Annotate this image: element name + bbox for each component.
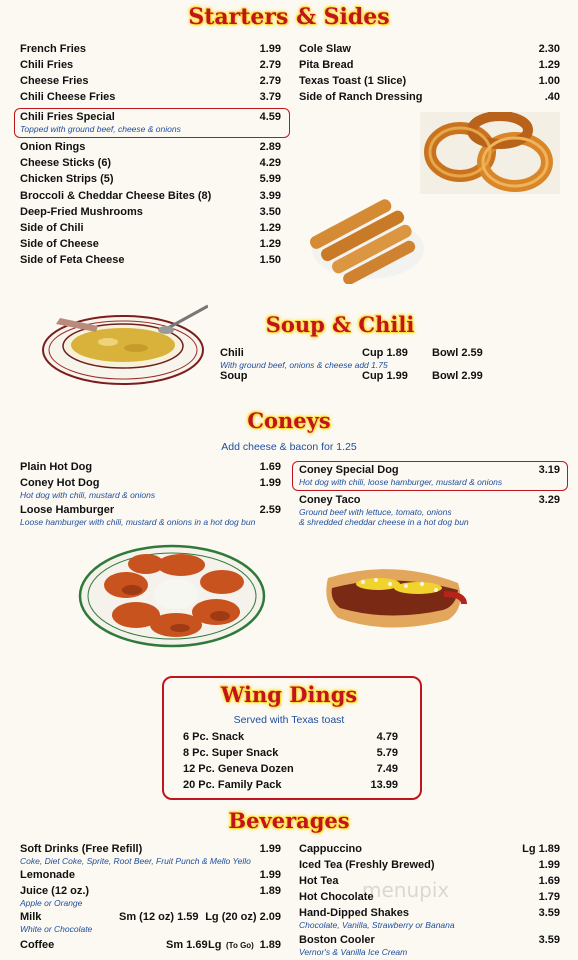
menu-item-price: 2.79 [259, 75, 281, 87]
menu-item-name: Coney Hot Dog [20, 477, 100, 489]
menu-item-description: & shredded cheddar cheese in a hot dog bun [299, 517, 469, 527]
menu-item-price: 2.30 [538, 43, 560, 55]
menu-item-cup-price: Cup 1.99 [362, 370, 408, 382]
menu-item-name: Cheese Sticks (6) [20, 157, 112, 169]
menu-item-price: 1.79 [538, 891, 560, 903]
menu-item-name: Iced Tea (Freshly Brewed) [299, 859, 435, 871]
menu-item-price: 2.89 [259, 141, 281, 153]
menu-item-price: 3.59 [538, 907, 560, 919]
menu-item-price: 1.99 [538, 859, 560, 871]
menu-item-price: 5.79 [376, 747, 398, 759]
menu-item-price: 1.29 [259, 238, 281, 250]
menu-item-name: Boston Cooler [299, 934, 375, 946]
starters-title: Starters & Sides [188, 4, 390, 30]
menu-item-name: 20 Pc. Family Pack [183, 779, 282, 791]
menu-item-name: Onion Rings [20, 141, 86, 153]
menu-item-name: Milk [20, 911, 42, 923]
menu-item-price: 1.29 [259, 222, 281, 234]
menu-item-price: 3.29 [538, 494, 560, 506]
menu-item-name: Texas Toast (1 Slice) [299, 75, 407, 87]
menu-item-name: Plain Hot Dog [20, 461, 93, 473]
menu-item-name: Soft Drinks (Free Refill) [20, 843, 143, 855]
menu-item-price: 1.99 [259, 43, 281, 55]
menu-item-price: 1.50 [259, 254, 281, 266]
menu-item-price: .40 [544, 91, 560, 103]
menu-item-description: Chocolate, Vanilla, Strawberry or Banana [299, 920, 455, 930]
menu-item-name: 6 Pc. Snack [183, 731, 245, 743]
menu-item-large-label: Lg [208, 939, 222, 951]
menu-item-name: Side of Ranch Dressing [299, 91, 423, 103]
menu-item-large-price: Lg (20 oz) 2.09 [205, 911, 281, 923]
menu-item-name: Chili Cheese Fries [20, 91, 116, 103]
menu-item-price: 1.00 [538, 75, 560, 87]
watermark: menupix [362, 878, 450, 902]
menu-item-description: White or Chocolate [20, 924, 93, 934]
menu-item-name: Cappuccino [299, 843, 362, 855]
menu-item-name: Hand-Dipped Shakes [299, 907, 410, 919]
menu-item-price: 1.69 [538, 875, 560, 887]
menu-item-description: With ground beef, onions & cheese add 1.75 [220, 360, 388, 370]
menu-item-price: 1.99 [259, 477, 281, 489]
menu-item-price: Lg 1.89 [522, 843, 560, 855]
onion-rings-photo [420, 112, 560, 194]
wing-dings-title: Wing Dings [220, 682, 358, 707]
menu-item-name: Coney Special Dog [299, 464, 399, 476]
menu-item-price: 4.79 [376, 731, 398, 743]
menu-item-description: Vernor's & Vanilla Ice Cream [299, 947, 408, 957]
cheese-sticks-photo [300, 194, 425, 284]
menu-item-price: 3.50 [259, 206, 281, 218]
menu-item-bowl-price: Bowl 2.59 [432, 347, 483, 359]
soup-bowl-photo [38, 298, 208, 390]
menu-item-name: Cheese Fries [20, 75, 89, 87]
menu-item-description: Coke, Diet Coke, Sprite, Root Beer, Fruit Punch & Mello Yello [20, 856, 251, 866]
menu-item-name: Hot Tea [299, 875, 339, 887]
coneys-subtitle: Add cheese & bacon for 1.25 [221, 441, 357, 453]
menu-item-price: 1.29 [538, 59, 560, 71]
menu-item-large-price: 1.89 [259, 939, 281, 951]
chicken-wings-photo [76, 540, 268, 650]
menu-item-name: Side of Cheese [20, 238, 99, 250]
menu-item-name: 8 Pc. Super Snack [183, 747, 279, 759]
menu-item-name: Hot Chocolate [299, 891, 374, 903]
menu-item-bowl-price: Bowl 2.99 [432, 370, 483, 382]
menu-item-small-price: Sm (12 oz) 1.59 [119, 911, 199, 923]
hot-dog-photo [318, 548, 468, 640]
menu-item-price: 1.69 [259, 461, 281, 473]
menu-item-price: 4.59 [259, 111, 281, 123]
menu-item-description: Ground beef with lettuce, tomato, onions [299, 507, 452, 517]
menu-item-description: Topped with ground beef, cheese & onions [20, 124, 181, 134]
menu-item-name: Broccoli & Cheddar Cheese Bites (8) [20, 190, 212, 202]
menu-item-cup-price: Cup 1.89 [362, 347, 408, 359]
menu-item-price: 2.79 [259, 59, 281, 71]
menu-item-small-price: Sm 1.69 [166, 939, 208, 951]
menu-item-name: Chicken Strips (5) [20, 173, 114, 185]
menu-item-description: Hot dog with chili, mustard & onions [20, 490, 156, 500]
beverages-title: Beverages [228, 808, 350, 833]
menu-item-price: 1.99 [259, 843, 281, 855]
menu-item-name: Lemonade [20, 869, 76, 881]
menu-item-name: Soup [220, 370, 248, 382]
menu-item-name: Side of Chili [20, 222, 84, 234]
menu-item-price: 13.99 [370, 779, 398, 791]
menu-item-name: Deep-Fried Mushrooms [20, 206, 143, 218]
menu-item-name: Cole Slaw [299, 43, 351, 55]
soup-chili-title: Soup & Chili [265, 312, 415, 337]
menu-item-price: 3.99 [259, 190, 281, 202]
menu-item-description: Apple or Orange [20, 898, 83, 908]
menu-item-name: Coffee [20, 939, 55, 951]
menu-item-togo-label: (To Go) [226, 941, 254, 950]
menu-item-name: Coney Taco [299, 494, 361, 506]
menu-item-price: 3.19 [538, 464, 560, 476]
menu-item-price: 1.99 [259, 869, 281, 881]
menu-item-price: 4.29 [259, 157, 281, 169]
menu-item-description: Loose hamburger with chili, mustard & onions in a hot dog bun [20, 517, 256, 527]
menu-item-name: Chili Fries Special [20, 111, 115, 123]
menu-item-name: Side of Feta Cheese [20, 254, 125, 266]
menu-item-name: Loose Hamburger [20, 504, 115, 516]
menu-item-name: Juice (12 oz.) [20, 885, 90, 897]
menu-item-price: 2.59 [259, 504, 281, 516]
menu-item-price: 3.59 [538, 934, 560, 946]
menu-item-price: 1.89 [259, 885, 281, 897]
menu-item-name: Pita Bread [299, 59, 354, 71]
menu-item-price: 3.79 [259, 91, 281, 103]
menu-item-description: Hot dog with chili, loose hamburger, mustard & onions [299, 477, 503, 487]
coneys-title: Coneys [247, 408, 331, 433]
menu-item-name: Chili Fries [20, 59, 74, 71]
menu-item-price: 5.99 [259, 173, 281, 185]
menu-item-price: 7.49 [376, 763, 398, 775]
menu-item-name: Chili [220, 347, 244, 359]
wing-dings-subtitle: Served with Texas toast [233, 714, 345, 726]
menu-item-name: 12 Pc. Geneva Dozen [183, 763, 294, 775]
menu-item-name: French Fries [20, 43, 87, 55]
